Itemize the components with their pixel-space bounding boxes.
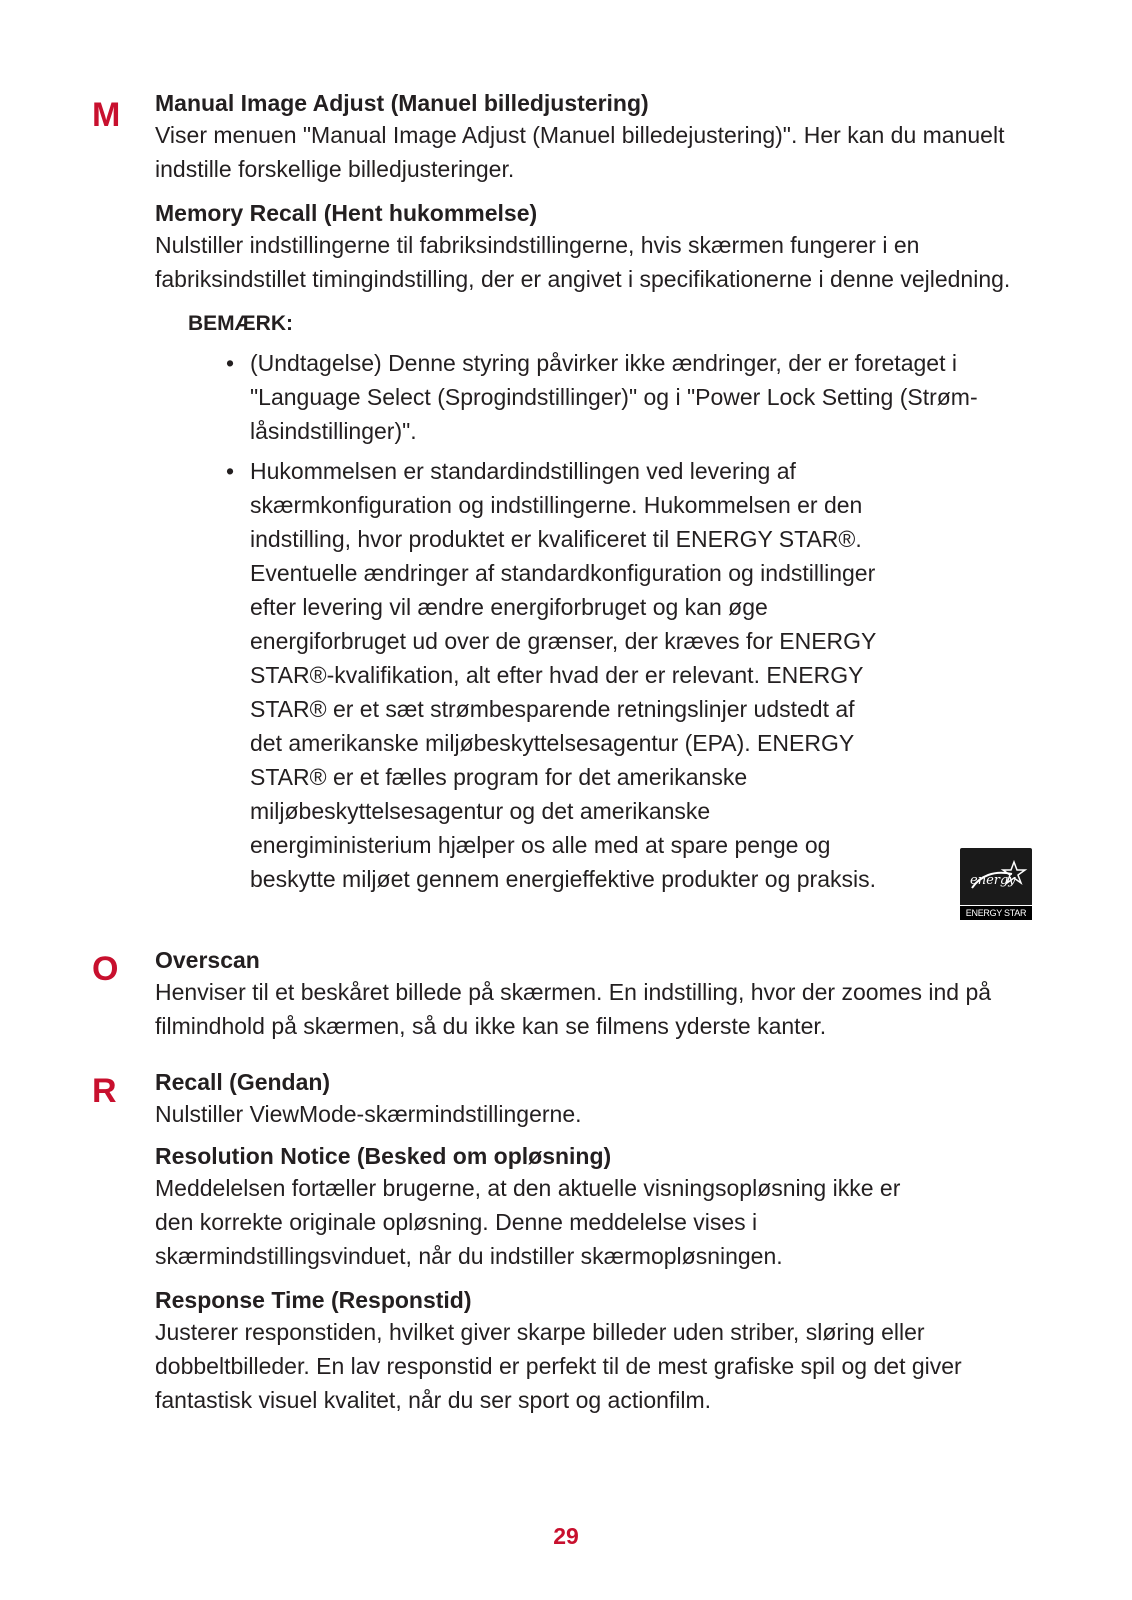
section-letter-m: M: [92, 96, 121, 134]
energy-star-band: [960, 905, 1032, 920]
memory-recall-desc: Nulstiller indstillingerne til fabriksindstillingerne, hvis skærmen fungerer i en fabriksindstillet timingindstilling, der er angivet i specifikationerne i denne vejledning.: [155, 232, 1011, 292]
recall-title: Recall (Gendan): [155, 1069, 331, 1095]
section-r: [155, 1067, 1055, 1417]
energy-star-icon: [960, 848, 1032, 906]
svg-text:energy: energy: [970, 873, 1016, 888]
response-time-desc: Justerer responstiden, hvilket giver skarpe billeder uden striber, sløring eller dobbeltbilleder. En lav responstid er perfekt til de mest grafiske spil og det giver fantastisk visuel kvalitet, når du ser sport og actionfilm.: [155, 1319, 962, 1413]
manual-image-adjust-desc: Viser menuen "Manual Image Adjust (Manuel billedejustering)". Her kan du manuelt indstille forskellige billedjusteringer.: [155, 122, 1005, 182]
manual-image-adjust-title: Manual Image Adjust (Manuel billedjustering): [155, 90, 649, 116]
memory-recall-title: Memory Recall (Hent hukommelse): [155, 200, 538, 226]
energy-star-label: ENERGY STAR: [965, 908, 1027, 918]
overscan-title: Overscan: [155, 947, 260, 973]
note-bullet-exception: • (Undtagelse) Denne styring påvirker ikke ændringer, der er foretaget i "Language Select (Sprogindstillinger)" og i "Power Lock Setting (Strøm-låsindstillinger)".: [226, 346, 1050, 448]
overscan-desc: Henviser til et beskåret billede på skærmen. En indstilling, hvor der zoomes ind på filmindhold på skærmen, så du ikke kan se filmens yderste kanter.: [155, 979, 992, 1039]
response-time-title: Response Time (Responstid): [155, 1287, 472, 1313]
section-letter-o: O: [92, 950, 119, 988]
resolution-notice-title: Resolution Notice (Besked om opløsning): [155, 1143, 612, 1169]
resolution-notice-desc: Meddelelsen fortæller brugerne, at den aktuelle visningsopløsning ikke er den korrekte originale opløsning. Denne meddelelse vises i skærmindstillingsvinduet, når du indstiller skærmopløsningen.: [155, 1175, 901, 1269]
note-bullets: [226, 346, 1055, 896]
section-letter-r: R: [92, 1072, 117, 1110]
section-m: [155, 88, 1055, 896]
section-o: [155, 945, 1055, 1043]
page-number: 29: [553, 1523, 579, 1549]
note-block: [188, 312, 1055, 896]
recall-desc: Nulstiller ViewMode-skærmindstillingerne.: [155, 1101, 582, 1127]
energy-star-logo: [960, 848, 1032, 920]
note-bullet-energy-star: • Hukommelsen er standardindstillingen ved levering af skærmkonfiguration og indstillingerne. Hukommelsen er den indstilling, hvor produktet er kvalificeret til ENERGY STAR®. Eventuelle ændringer af standardkonfiguration og indstillinger efter levering vil ændre energiforbruget og kan øge energiforbruget ud over de grænser, der kræves for ENERGY STAR®-kvalifikation, alt efter hvad der er relevant. ENERGY STAR® er et sæt strømbesparende retningslinjer udstedt af det amerikanske miljøbeskyttelsesagentur (EPA). ENERGY STAR® er et fælles program for det amerikanske miljøbeskyttelsesagentur og det amerikanske energiministerium hjælper os alle med at spare penge og beskytte miljøet gennem energieffektive produkter og praksis.: [226, 454, 880, 896]
note-label: BEMÆRK:: [188, 312, 293, 335]
